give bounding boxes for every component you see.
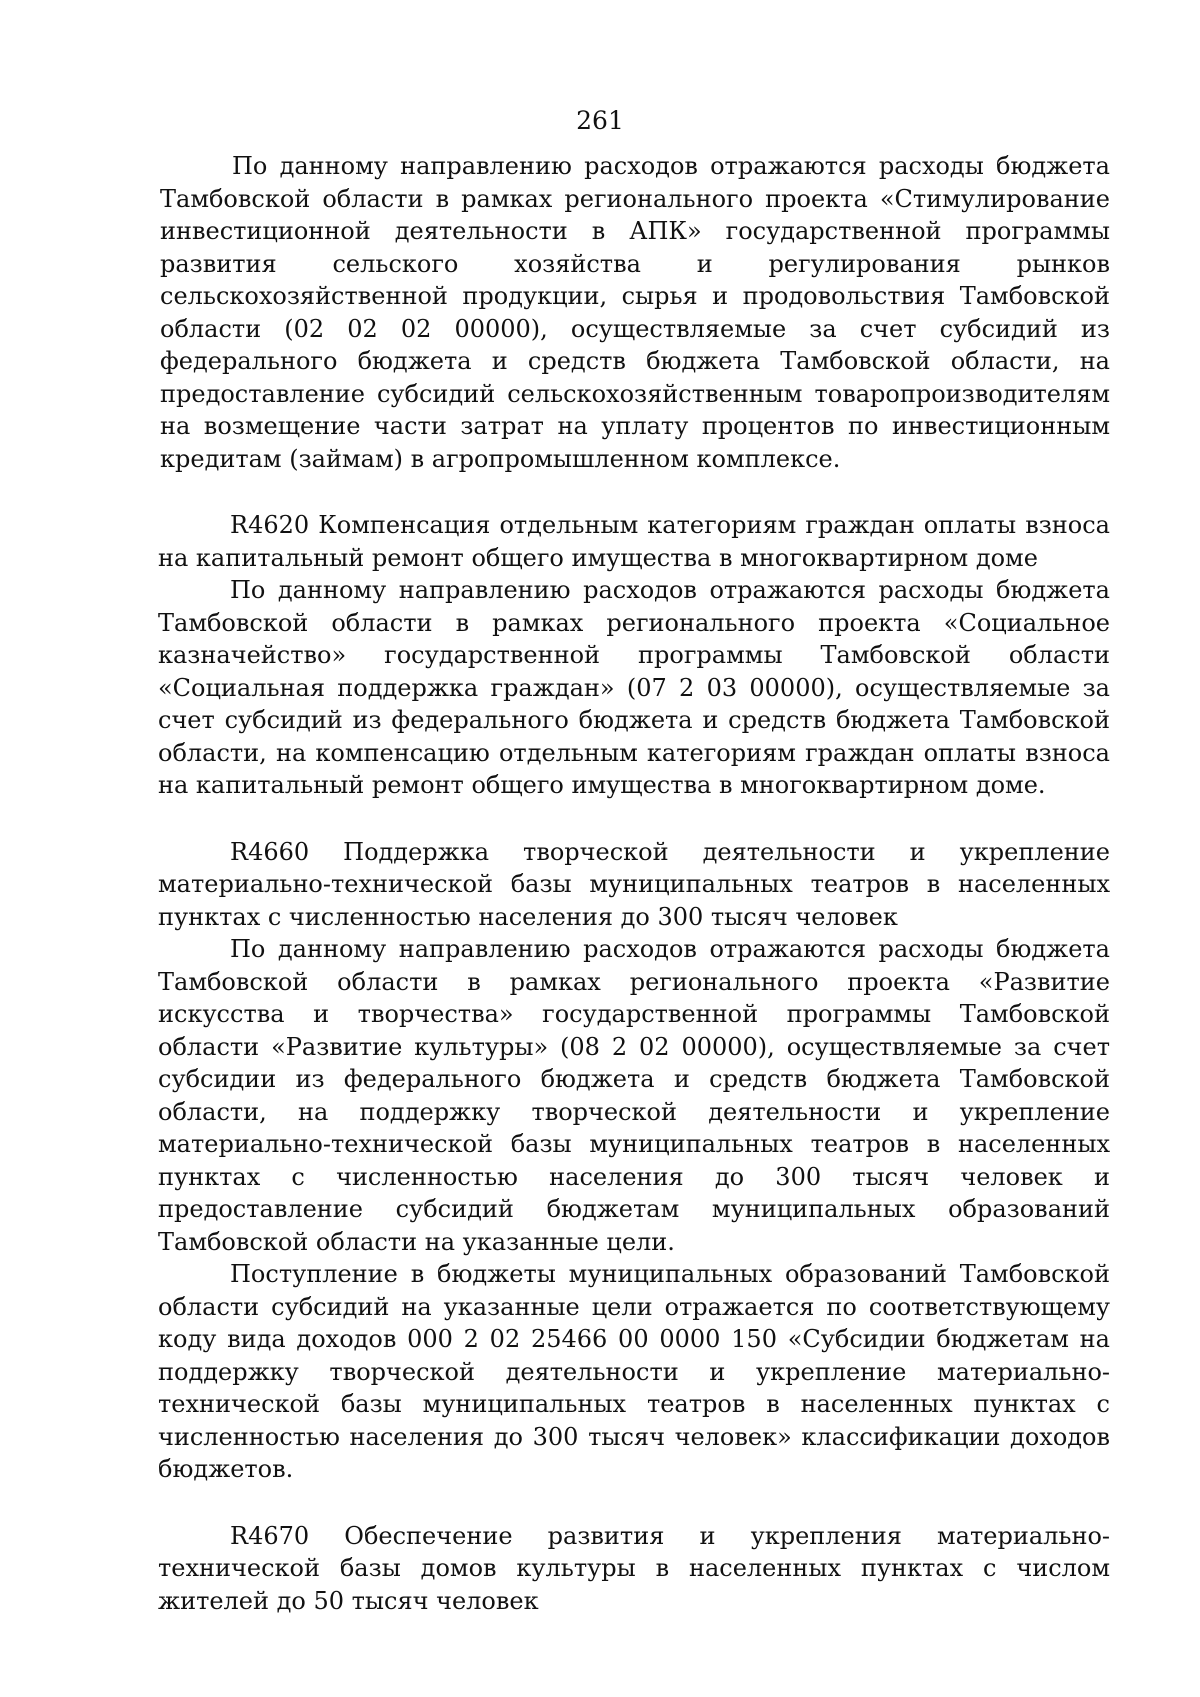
paragraph-arts-development: По данному направлению расходов отражаются расходы бюджета Тамбовской области в рамках регионального проекта «Развитие искусства и творчества» государственной программы Тамбовской области «Развитие культуры» (08 2 02 00000), осуществляемые за счет субсидии из федерального бюджета и средств бюджета Тамбовской области, на поддержку творческой деятельности и укрепление материально-технической базы муниципальных театров в населенных пунктах с численностью населения до 300 тысяч человек и предоставление субсидий бюджетам муниципальных образований Тамбовской области на указанные цели. — [158, 935, 1110, 1256]
document-body — [160, 150, 1110, 1617]
section-heading-r4620: R4620 Компенсация отдельным категориям граждан оплаты взноса на капитальный ремонт общего имущества в многоквартирном доме — [158, 511, 1110, 572]
paragraph-social-treasury: По данному направлению расходов отражаются расходы бюджета Тамбовской области в рамках регионального проекта «Социальное казначейство» государственной программы Тамбовской области «Социальная поддержка граждан» (07 2 03 00000), осуществляемые за счет субсидий из федерального бюджета и средств бюджета Тамбовской области, на компенсацию отдельным категориям граждан оплаты взноса на капитальный ремонт общего имущества в многоквартирном доме. — [158, 576, 1110, 799]
page-number: 261 — [576, 106, 624, 135]
paragraph-municipal-revenue: Поступление в бюджеты муниципальных образований Тамбовской области субсидий на указанные цели отражается по соответствующему коду вида доходов 000 2 02 25466 00 0000 150 «Субсидии бюджетам на поддержку творческой деятельности и укрепление материально-технической базы муниципальных театров в населенных пунктах с численностью населения до 300 тысяч человек» классификации доходов бюджетов. — [158, 1260, 1110, 1483]
section-heading-r4660: R4660 Поддержка творческой деятельности и укрепление материально-технической базы муниципальных театров в населенных пунктах с численностью населения до 300 тысяч человек — [158, 837, 1110, 931]
section-heading-r4670: R4670 Обеспечение развития и укрепления материально-технической базы домов культуры в населенных пунктах с числом жителей до 50 тысяч человек — [158, 1521, 1110, 1615]
paragraph-regional-project-apk: По данному направлению расходов отражаются расходы бюджета Тамбовской области в рамках регионального проекта «Стимулирование инвестиционной деятельности в АПК» государственной программы развития сельского хозяйства и регулирования рынков сельскохозяйственной продукции, сырья и продовольствия Тамбовской области (02 02 02 00000), осуществляемые за счет субсидий из федерального бюджета и средств бюджета Тамбовской области, на предоставление субсидий сельскохозяйственным товаропроизводителям на возмещение части затрат на уплату процентов по инвестиционным кредитам (займам) в агропромышленном комплексе. — [160, 152, 1110, 473]
